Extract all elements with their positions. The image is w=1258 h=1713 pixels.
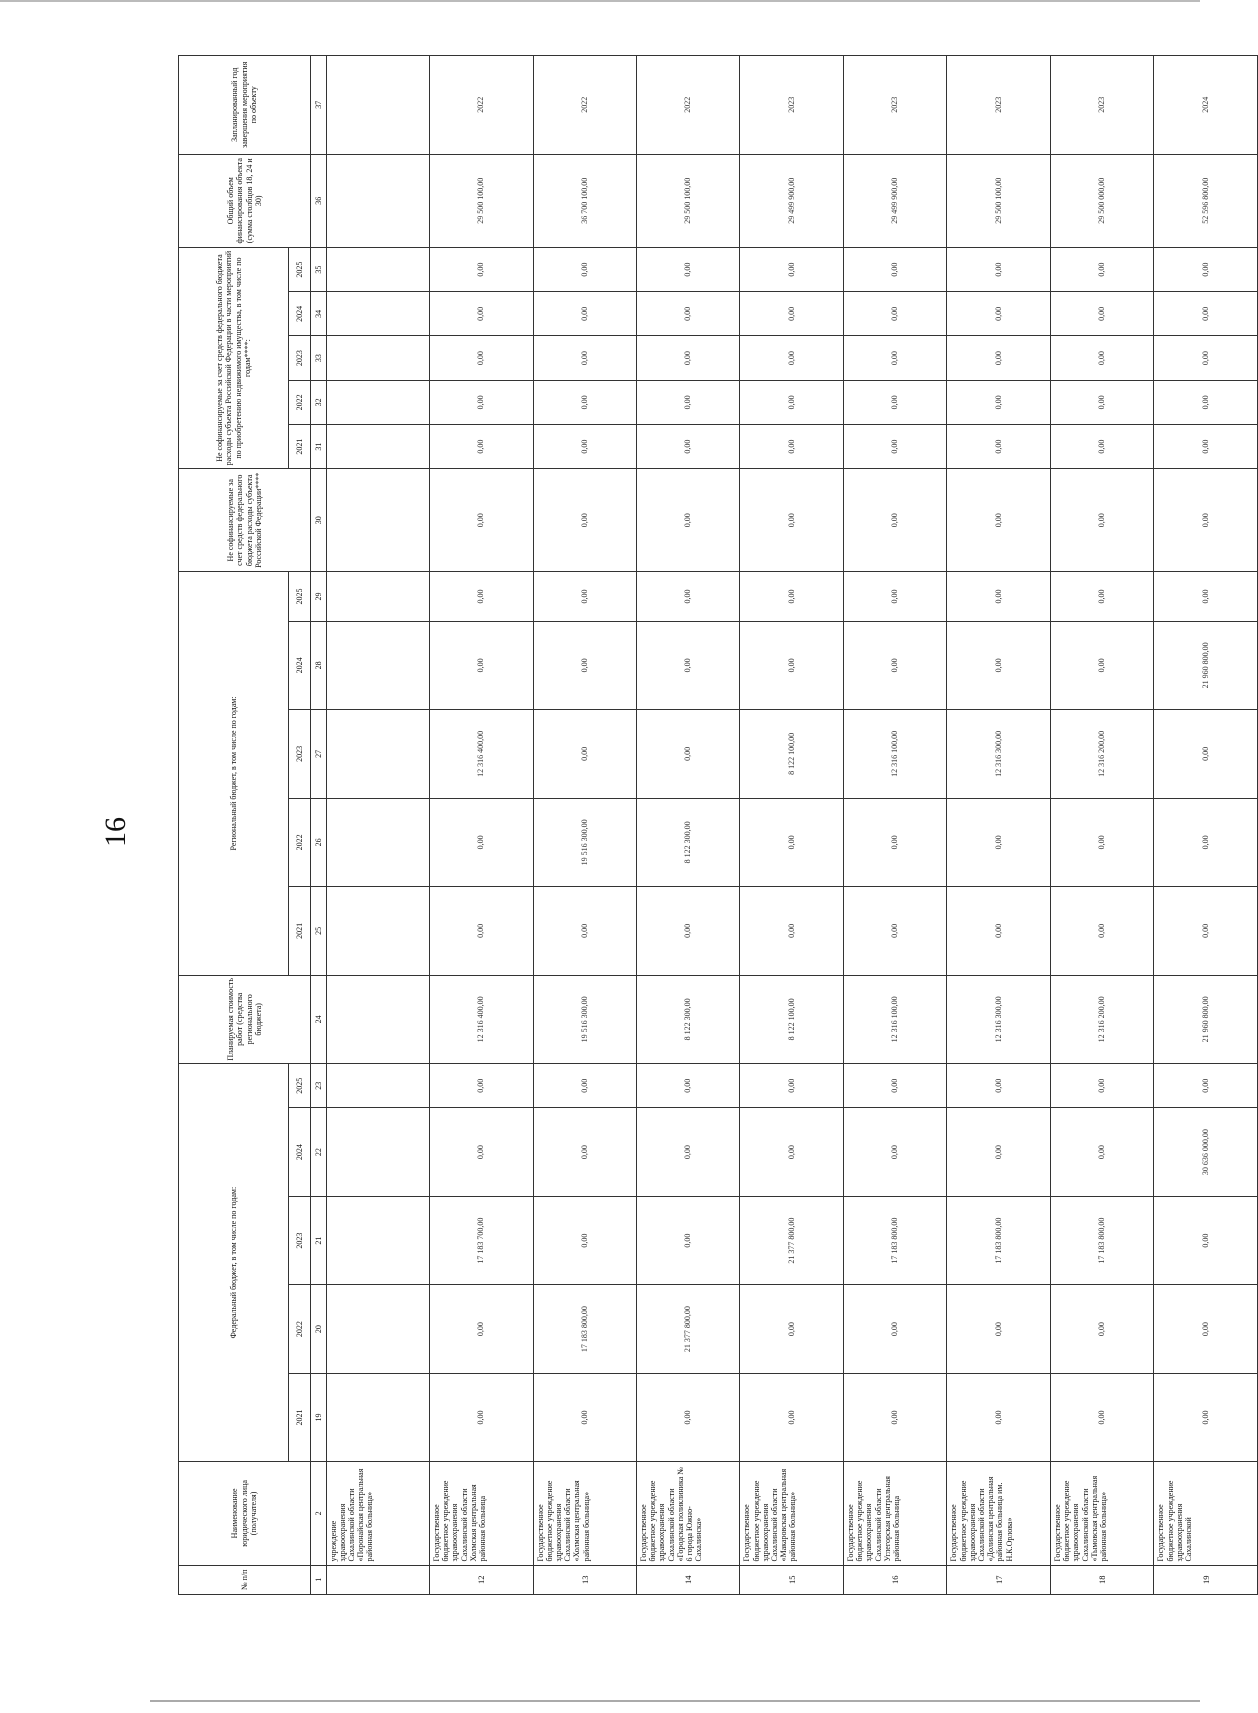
recipient-name: Государственное бюджетное учреждение здравоохранения Сахалинской области «Макаровская центральная районная больница»: [740, 1462, 843, 1565]
column-number: 21: [311, 1196, 326, 1284]
table-cell: 0,00: [636, 1108, 739, 1196]
table-cell: 0,00: [1154, 710, 1258, 798]
table-cell: 21 377 800,00: [636, 1285, 739, 1373]
table-cell: 12 316 100,00: [843, 710, 946, 798]
table-cell: 21 960 800,00: [1154, 621, 1258, 709]
table-header: [179, 56, 327, 1595]
table-cell: 0,00: [636, 572, 739, 621]
row-number: 17: [947, 1565, 1050, 1594]
table-cell: 0,00: [740, 469, 843, 572]
table-cell: 0,00: [1050, 1373, 1153, 1461]
table-cell: 0,00: [843, 1285, 946, 1373]
header-col-name: Наименование юридического лица (получателя): [179, 1462, 311, 1565]
table-cell: 0,00: [1050, 572, 1153, 621]
table-row: [947, 56, 1050, 1595]
table-cell: 2023: [843, 56, 946, 155]
table-cell: 8 122 100,00: [740, 710, 843, 798]
header-planned-year: Запланированный год завершения мероприятия по объекту: [179, 56, 311, 155]
table-cell: 0,00: [636, 710, 739, 798]
table-cell: 0,00: [1154, 1285, 1258, 1373]
table-cell: 0,00: [843, 336, 946, 380]
table-cell: 0,00: [947, 887, 1050, 975]
table-cell: 36 700 100,00: [533, 154, 636, 247]
table-cell: 0,00: [740, 292, 843, 336]
table-cell: 0,00: [947, 572, 1050, 621]
table-cell: [326, 336, 429, 380]
header-total: Общий объем финансирования объекта (сумма столбцов 18, 24 и 30): [179, 154, 311, 247]
table-cell: [326, 1064, 429, 1108]
table-cell: 0,00: [430, 424, 533, 468]
table-cell: 0,00: [1154, 380, 1258, 424]
table-cell: 0,00: [430, 621, 533, 709]
table-cell: 0,00: [1154, 887, 1258, 975]
table-cell: 0,00: [740, 380, 843, 424]
table-cell: 0,00: [740, 1108, 843, 1196]
table-cell: 0,00: [843, 1373, 946, 1461]
table-cell: 12 316 200,00: [1050, 975, 1153, 1063]
table-cell: 0,00: [740, 1373, 843, 1461]
recipient-name: Государственное бюджетное учреждение здравоохранения Сахалинской области «Долинская центральная районная больница им. Н.К.Орлова»: [947, 1462, 1050, 1565]
column-number: 20: [311, 1285, 326, 1373]
table-cell: 0,00: [533, 424, 636, 468]
table-cell: 21 377 800,00: [740, 1196, 843, 1284]
table-row: [326, 56, 429, 1595]
table-cell: 0,00: [636, 887, 739, 975]
table-cell: 2023: [947, 56, 1050, 155]
table-cell: 0,00: [1154, 424, 1258, 468]
table-cell: 0,00: [430, 380, 533, 424]
row-number: 18: [1050, 1565, 1153, 1594]
table-cell: 8 122 300,00: [636, 798, 739, 886]
table-cell: 0,00: [430, 1285, 533, 1373]
table-cell: [326, 154, 429, 247]
column-number: 28: [311, 621, 326, 709]
table-cell: 0,00: [843, 292, 946, 336]
table-cell: 0,00: [947, 247, 1050, 291]
column-number: 29: [311, 572, 326, 621]
table-cell: 0,00: [636, 1373, 739, 1461]
header-regional: Региональный бюджет, в том числе по годам:: [179, 572, 289, 975]
table-cell: 0,00: [1050, 1064, 1153, 1108]
row-number: 13: [533, 1565, 636, 1594]
table-cell: 8 122 300,00: [636, 975, 739, 1063]
scan-edge-top: [0, 0, 1200, 2]
table-cell: 0,00: [533, 1196, 636, 1284]
table-cell: 0,00: [947, 469, 1050, 572]
table-cell: 0,00: [533, 469, 636, 572]
table-cell: 12 316 400,00: [430, 710, 533, 798]
row-number: 12: [430, 1565, 533, 1594]
table-cell: 0,00: [1154, 1064, 1258, 1108]
table-cell: 0,00: [947, 424, 1050, 468]
table-cell: 0,00: [1050, 887, 1153, 975]
table-cell: 0,00: [430, 798, 533, 886]
table-cell: 12 316 100,00: [843, 975, 946, 1063]
table-cell: 0,00: [430, 1108, 533, 1196]
table-cell: 0,00: [636, 247, 739, 291]
table-cell: 0,00: [636, 621, 739, 709]
table-cell: [326, 380, 429, 424]
column-number: 24: [311, 975, 326, 1063]
table-cell: 0,00: [636, 424, 739, 468]
table-cell: 0,00: [430, 887, 533, 975]
recipient-name: Государственное бюджетное учреждение здравоохранения Сахалинской области Углегорская центральная районная больница: [843, 1462, 946, 1565]
table-cell: [326, 1285, 429, 1373]
row-number: 19: [1154, 1565, 1258, 1594]
table-body: [326, 56, 1257, 1595]
financing-table: [178, 55, 1258, 1595]
table-cell: 0,00: [843, 887, 946, 975]
year-label: 2023: [289, 336, 311, 380]
column-number: 25: [311, 887, 326, 975]
table-cell: 29 499 900,00: [843, 154, 946, 247]
table-cell: 0,00: [843, 469, 946, 572]
table-cell: 0,00: [430, 292, 533, 336]
table-cell: 0,00: [740, 336, 843, 380]
year-label: 2023: [289, 1196, 311, 1284]
table-cell: 0,00: [947, 621, 1050, 709]
table-cell: 0,00: [430, 572, 533, 621]
table-cell: 0,00: [430, 469, 533, 572]
table-cell: [326, 710, 429, 798]
column-number: 19: [311, 1373, 326, 1461]
table-cell: 0,00: [843, 380, 946, 424]
row-number: 14: [636, 1565, 739, 1594]
table-cell: 0,00: [430, 1064, 533, 1108]
table-cell: 0,00: [947, 1285, 1050, 1373]
table-cell: 12 316 300,00: [947, 710, 1050, 798]
table-cell: [326, 424, 429, 468]
table-cell: [326, 887, 429, 975]
year-label: 2021: [289, 424, 311, 468]
table-cell: [326, 469, 429, 572]
table-cell: 0,00: [430, 247, 533, 291]
table-cell: 30 636 000,00: [1154, 1108, 1258, 1196]
year-label: 2022: [289, 1285, 311, 1373]
table-row: [740, 56, 843, 1595]
table-cell: [326, 56, 429, 155]
table-cell: 17 183 700,00: [430, 1196, 533, 1284]
table-cell: 0,00: [740, 1285, 843, 1373]
table-cell: 29 499 900,00: [740, 154, 843, 247]
table-cell: 8 122 100,00: [740, 975, 843, 1063]
table-cell: 0,00: [843, 621, 946, 709]
table-cell: 0,00: [947, 292, 1050, 336]
row-number: 15: [740, 1565, 843, 1594]
table-cell: [326, 247, 429, 291]
column-number: 32: [311, 380, 326, 424]
column-number: 30: [311, 469, 326, 572]
table-cell: [326, 798, 429, 886]
table-cell: 0,00: [740, 424, 843, 468]
table-cell: 0,00: [533, 1064, 636, 1108]
table-cell: 0,00: [843, 572, 946, 621]
table-cell: 0,00: [1050, 292, 1153, 336]
table-cell: 0,00: [1154, 336, 1258, 380]
table-cell: 0,00: [533, 621, 636, 709]
table-cell: 0,00: [947, 1108, 1050, 1196]
table-cell: [326, 292, 429, 336]
column-number: 1: [311, 1565, 326, 1594]
table-cell: 0,00: [947, 336, 1050, 380]
year-label: 2024: [289, 1108, 311, 1196]
table-cell: 0,00: [1154, 469, 1258, 572]
table-cell: 0,00: [1050, 469, 1153, 572]
table-cell: [326, 975, 429, 1063]
table-cell: 12 316 200,00: [1050, 710, 1153, 798]
header-federal: Федеральный бюджет, в том числе по годам:: [179, 1064, 289, 1462]
table-cell: 19 516 300,00: [533, 798, 636, 886]
year-label: 2025: [289, 247, 311, 291]
row-number: 16: [843, 1565, 946, 1594]
column-number: 26: [311, 798, 326, 886]
year-label: 2023: [289, 710, 311, 798]
table-cell: 0,00: [740, 247, 843, 291]
table-cell: 17 183 800,00: [1050, 1196, 1153, 1284]
table-cell: 12 316 300,00: [947, 975, 1050, 1063]
column-number: 27: [311, 710, 326, 798]
table-cell: 0,00: [430, 336, 533, 380]
table-cell: 52 596 800,00: [1154, 154, 1258, 247]
table-cell: [326, 621, 429, 709]
table-cell: 0,00: [533, 887, 636, 975]
table-cell: 2022: [533, 56, 636, 155]
column-number: 35: [311, 247, 326, 291]
table-cell: 0,00: [1050, 380, 1153, 424]
year-label: 2022: [289, 380, 311, 424]
table-cell: 0,00: [947, 798, 1050, 886]
table-cell: 29 500 100,00: [947, 154, 1050, 247]
table-cell: 2022: [430, 56, 533, 155]
page-number: 16: [99, 817, 132, 847]
table-cell: 0,00: [533, 572, 636, 621]
table-cell: 0,00: [740, 798, 843, 886]
table-cell: 0,00: [947, 380, 1050, 424]
table-row: [636, 56, 739, 1595]
scan-edge-bottom: [150, 1700, 1200, 1702]
year-label: 2025: [289, 1064, 311, 1108]
year-label: 2021: [289, 1373, 311, 1461]
recipient-name: Государственное бюджетное учреждение здравоохранения Сахалинской области «Городская поликлиника № 6 города Южно-Сахалинска»: [636, 1462, 739, 1565]
table-cell: [326, 1373, 429, 1461]
column-number: 23: [311, 1064, 326, 1108]
table-cell: 0,00: [636, 336, 739, 380]
column-number: 36: [311, 154, 326, 247]
table-cell: 0,00: [740, 1064, 843, 1108]
table-cell: 0,00: [1154, 247, 1258, 291]
table-cell: 0,00: [636, 1196, 739, 1284]
row-number: [326, 1565, 429, 1594]
table-cell: 2023: [1050, 56, 1153, 155]
recipient-name: учреждение здравоохранения Сахалинской области «Поронайская центральная районная больница»: [326, 1462, 429, 1565]
year-label: 2024: [289, 292, 311, 336]
table-cell: 0,00: [843, 247, 946, 291]
table-cell: 0,00: [1154, 1196, 1258, 1284]
column-number-row: [311, 56, 326, 1595]
table-cell: [326, 572, 429, 621]
table-cell: 0,00: [636, 380, 739, 424]
table-cell: 0,00: [533, 247, 636, 291]
header-nonco-property: Не софинансируемые за счет средств федерального бюджета расходы субъекта Российской Федерации в части мероприятий по приобретению недвижимого имущества, в том числе по годам****:: [179, 247, 289, 468]
year-label: 2024: [289, 621, 311, 709]
table-row: [843, 56, 946, 1595]
year-label: 2025: [289, 572, 311, 621]
year-label: 2022: [289, 798, 311, 886]
table-cell: 0,00: [1050, 798, 1153, 886]
table-cell: 2024: [1154, 56, 1258, 155]
column-number: 31: [311, 424, 326, 468]
table-cell: 19 516 300,00: [533, 975, 636, 1063]
table-cell: 0,00: [1050, 336, 1153, 380]
recipient-name: Государственное бюджетное учреждение здравоохранения Сахалинской: [1154, 1462, 1258, 1565]
column-number: 37: [311, 56, 326, 155]
table-row: [430, 56, 533, 1595]
table-cell: 21 960 800,00: [1154, 975, 1258, 1063]
table-cell: [326, 1108, 429, 1196]
table-cell: 0,00: [1154, 1373, 1258, 1461]
recipient-name: Государственное бюджетное учреждение здравоохранения Сахалинской области «Тымовская центральная районная больница»: [1050, 1462, 1153, 1565]
table-cell: 0,00: [740, 887, 843, 975]
table-cell: 0,00: [533, 1373, 636, 1461]
table-cell: 0,00: [843, 798, 946, 886]
rotated-table-wrapper: [178, 55, 1258, 1595]
table-cell: 0,00: [1050, 621, 1153, 709]
table-cell: 0,00: [1154, 292, 1258, 336]
table-cell: 0,00: [430, 1373, 533, 1461]
table-cell: 0,00: [533, 380, 636, 424]
table-cell: 17 183 800,00: [533, 1285, 636, 1373]
table-cell: 0,00: [1154, 798, 1258, 886]
table-cell: 0,00: [1050, 247, 1153, 291]
header-planned: Планируемая стоимость работ (средства регионального бюджета): [179, 975, 311, 1063]
table-cell: 0,00: [1154, 572, 1258, 621]
table-cell: 0,00: [843, 1064, 946, 1108]
table-cell: 29 500 100,00: [636, 154, 739, 247]
table-cell: 0,00: [533, 1108, 636, 1196]
column-number: 33: [311, 336, 326, 380]
table-cell: 0,00: [636, 292, 739, 336]
table-cell: 0,00: [1050, 1108, 1153, 1196]
header-col-no: № п/п: [179, 1565, 311, 1594]
column-number: 2: [311, 1462, 326, 1565]
table-cell: 0,00: [533, 710, 636, 798]
table-cell: 0,00: [947, 1373, 1050, 1461]
table-cell: 0,00: [843, 424, 946, 468]
table-cell: [326, 1196, 429, 1284]
table-cell: 29 500 100,00: [430, 154, 533, 247]
column-number: 22: [311, 1108, 326, 1196]
table-cell: 0,00: [636, 469, 739, 572]
table-cell: 2022: [636, 56, 739, 155]
table-cell: 29 500 000,00: [1050, 154, 1153, 247]
recipient-name: Государственное бюджетное учреждение здравоохранения Сахалинской области Холмская центральная районная больница: [430, 1462, 533, 1565]
table-cell: 0,00: [533, 336, 636, 380]
table-cell: 0,00: [740, 621, 843, 709]
table-cell: 17 183 800,00: [843, 1196, 946, 1284]
table-row: [1050, 56, 1153, 1595]
table-cell: 2023: [740, 56, 843, 155]
column-number: 34: [311, 292, 326, 336]
table-row: [533, 56, 636, 1595]
table-cell: 0,00: [1050, 424, 1153, 468]
table-cell: 0,00: [636, 1064, 739, 1108]
table-cell: 0,00: [740, 572, 843, 621]
header-nonco-regional: Не софинансируемые за счет средств федерального бюджета расходы субъекта Российской Федерации****: [179, 469, 311, 572]
table-cell: 0,00: [533, 292, 636, 336]
table-cell: 0,00: [843, 1108, 946, 1196]
table-cell: 17 183 800,00: [947, 1196, 1050, 1284]
table-row: [1154, 56, 1258, 1595]
year-label: 2021: [289, 887, 311, 975]
table-cell: 12 316 400,00: [430, 975, 533, 1063]
table-cell: 0,00: [947, 1064, 1050, 1108]
recipient-name: Государственное бюджетное учреждение здравоохранения Сахалинской области «Холмская центральная районная больница»: [533, 1462, 636, 1565]
table-cell: 0,00: [1050, 1285, 1153, 1373]
